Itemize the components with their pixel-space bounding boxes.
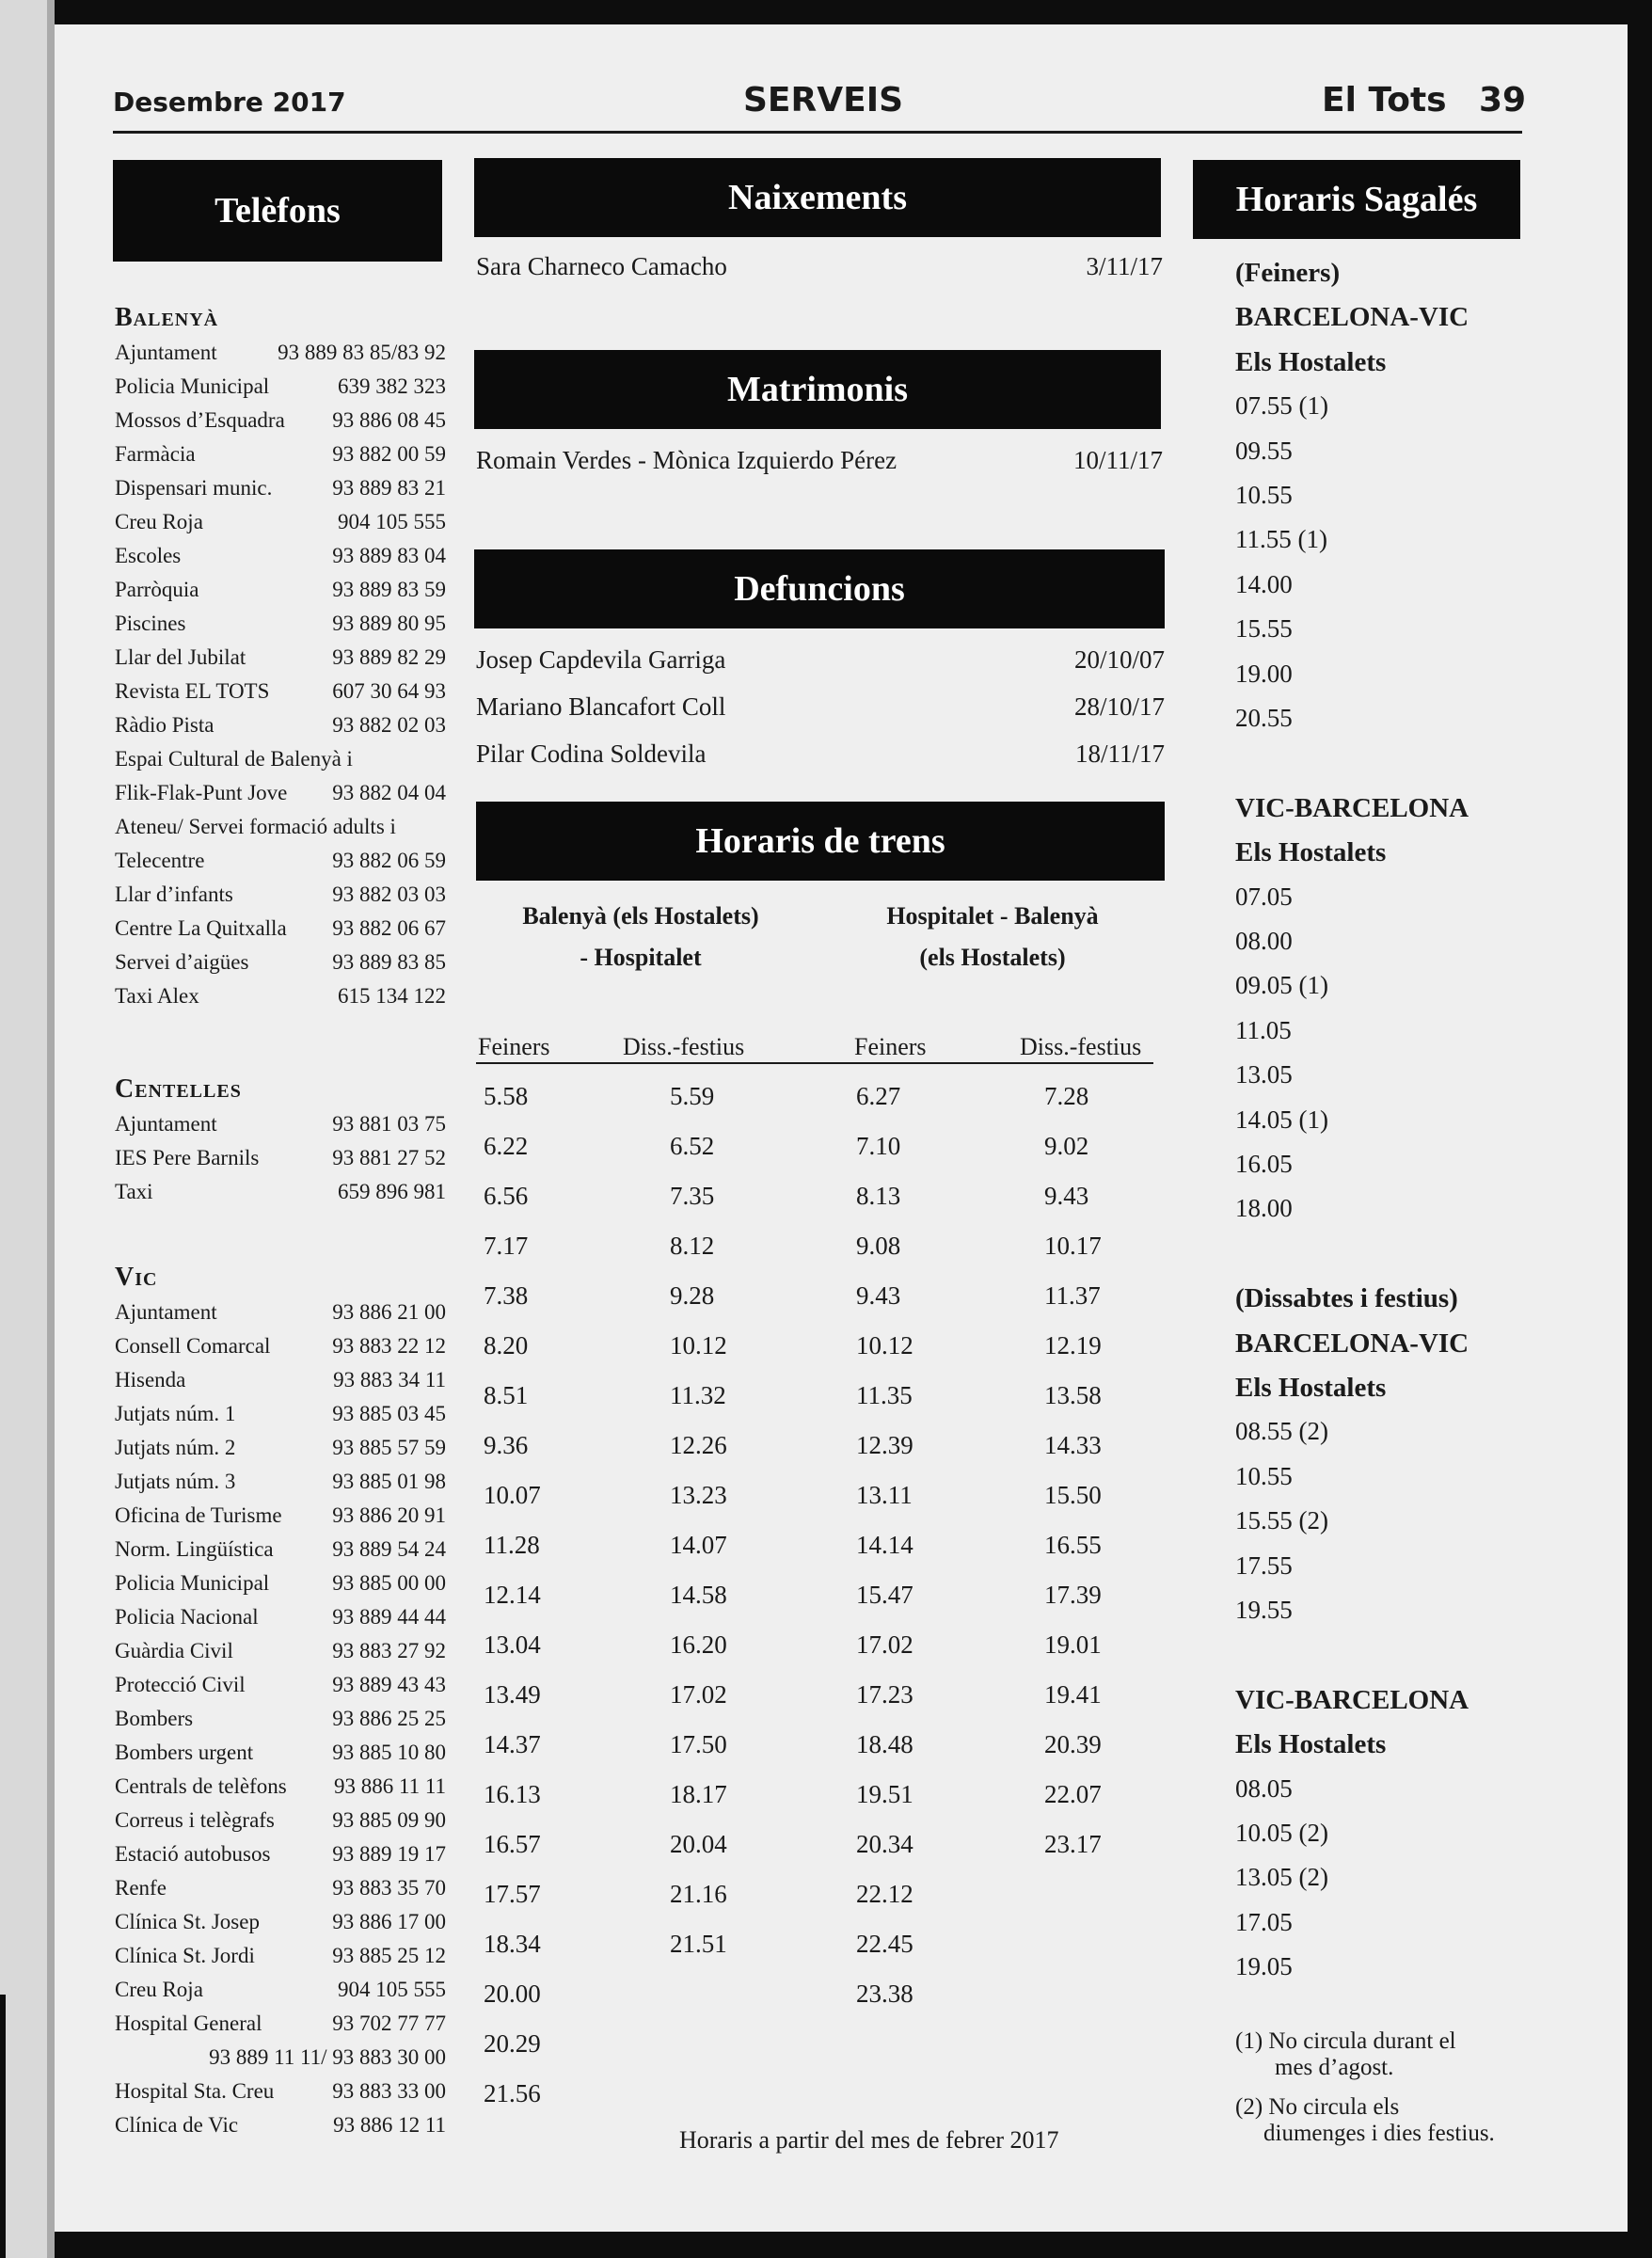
- contact-name: Espai Cultural de Balenyà i: [115, 747, 353, 771]
- phone-number: 93 882 03 03: [332, 883, 446, 906]
- phone-number: 93 882 00 59: [332, 442, 446, 466]
- phone-number: 93 881 03 75: [332, 1112, 446, 1136]
- train-time: 8.13: [856, 1182, 901, 1210]
- event-date: 10/11/17: [1072, 446, 1163, 474]
- train-time: 15.47: [856, 1581, 913, 1609]
- train-time: 12.14: [484, 1581, 541, 1609]
- bus-time: 10.55: [1235, 481, 1293, 509]
- phone-number: 93 882 06 59: [332, 849, 446, 872]
- train-time: 20.00: [484, 1980, 541, 2008]
- contact-name: Estació autobusos: [115, 1842, 271, 1866]
- train-time: 6.27: [856, 1082, 901, 1110]
- train-time: 10.17: [1044, 1232, 1102, 1260]
- train-time: 9.43: [1044, 1182, 1089, 1210]
- contact-name: Creu Roja: [115, 510, 203, 533]
- left-page-margin: [0, 0, 55, 2258]
- phone-number: 639 382 323: [338, 374, 446, 398]
- contact-name: Hospital Sta. Creu: [115, 2079, 275, 2103]
- page-number: 39: [1479, 81, 1527, 119]
- phone-row: [115, 916, 446, 950]
- contact-name: Telecentre: [115, 849, 205, 872]
- train-time: 13.04: [484, 1630, 541, 1659]
- train-time: 20.29: [484, 2029, 541, 2058]
- phone-number: 93 889 54 24: [332, 1537, 446, 1561]
- train-schedule-note: Horaris a partir del mes de febrer 2017: [679, 2126, 1059, 2154]
- contact-name: Ajuntament: [115, 1112, 217, 1136]
- phone-row: [115, 510, 446, 544]
- phone-row: [115, 1605, 446, 1639]
- train-time: 22.45: [856, 1930, 913, 1958]
- bus-time: 19.55: [1235, 1596, 1293, 1624]
- direction-line: - Hospitalet: [580, 944, 702, 971]
- phone-number: 93 883 27 92: [332, 1639, 446, 1662]
- col-header-feiners-1: Feiners: [478, 1033, 550, 1060]
- phone-row: [115, 679, 446, 713]
- train-time: 11.28: [484, 1531, 540, 1559]
- schedule-label: Els Hostalets: [1235, 346, 1387, 377]
- contact-name: Jutjats núm. 3: [115, 1470, 236, 1493]
- schedule-label: Els Hostalets: [1235, 1373, 1387, 1403]
- train-time: 7.28: [1044, 1082, 1089, 1110]
- phone-row: [115, 476, 446, 510]
- contact-name: Guàrdia Civil: [115, 1639, 233, 1662]
- contact-name: Ajuntament: [115, 1300, 217, 1324]
- train-time: 17.02: [856, 1630, 913, 1659]
- train-time: 19.01: [1044, 1630, 1102, 1659]
- phone-row: [115, 1741, 446, 1774]
- schedule-label: (Dissabtes i festius): [1235, 1283, 1458, 1314]
- phone-number: 607 30 64 93: [332, 679, 446, 703]
- bus-time: 15.55: [1235, 614, 1293, 644]
- phone-row: [115, 849, 446, 883]
- phone-number: 93 886 21 00: [332, 1300, 446, 1324]
- train-time: 8.51: [484, 1381, 529, 1409]
- contact-name: Jutjats núm. 1: [115, 1402, 236, 1425]
- bus-time: 08.05: [1235, 1773, 1293, 1803]
- phone-number: 93 886 20 91: [332, 1503, 446, 1527]
- train-time: 11.35: [856, 1381, 913, 1409]
- naixements-heading: Naixements: [474, 158, 1161, 237]
- train-time: 18.34: [484, 1930, 541, 1958]
- train-time: 17.02: [670, 1680, 727, 1709]
- phone-row: [115, 612, 446, 645]
- contact-name: Centrals de telèfons: [115, 1774, 287, 1798]
- footnote-2: [1235, 2094, 1495, 2147]
- phone-row: [115, 374, 446, 408]
- event-date: 18/11/17: [1074, 739, 1165, 768]
- person-name: Josep Capdevila Garriga: [476, 645, 726, 674]
- bus-time: 11.55 (1): [1235, 525, 1327, 554]
- phone-number: 93 882 02 03: [332, 713, 446, 737]
- phone-row: [115, 883, 446, 916]
- phone-number: 93 882 06 67: [332, 916, 446, 940]
- phone-row: [115, 1910, 446, 1944]
- phone-number: 93 885 57 59: [332, 1436, 446, 1459]
- train-time: 9.28: [670, 1281, 715, 1310]
- train-time: 5.58: [484, 1082, 529, 1110]
- train-direction-1: [476, 896, 805, 978]
- train-time: 16.57: [484, 1830, 541, 1858]
- phone-row: [115, 1978, 446, 2012]
- train-time: 23.17: [1044, 1830, 1102, 1858]
- magazine-name: El Tots: [1322, 81, 1447, 119]
- train-time: 7.17: [484, 1232, 529, 1260]
- train-time: 12.19: [1044, 1331, 1102, 1360]
- phone-row: [115, 713, 446, 747]
- sagales-heading: Horaris Sagalés: [1193, 160, 1520, 239]
- phone-number: 93 889 43 43: [332, 1673, 446, 1696]
- schedule-label: Els Hostalets: [1235, 1729, 1387, 1760]
- train-time: 22.07: [1044, 1780, 1102, 1808]
- phone-row: [115, 747, 446, 781]
- phone-row: [115, 1639, 446, 1673]
- phone-row: [115, 544, 446, 578]
- phone-row: [115, 1571, 446, 1605]
- train-time: 8.12: [670, 1232, 715, 1260]
- train-time: 15.50: [1044, 1481, 1102, 1509]
- phone-number: 93 889 44 44: [332, 1605, 446, 1629]
- event-date: 28/10/17: [1073, 692, 1165, 721]
- train-time: 6.22: [484, 1132, 529, 1160]
- train-time: 10.12: [856, 1331, 913, 1360]
- phone-row: [115, 1180, 446, 1214]
- phone-number: 93 885 03 45: [332, 1402, 446, 1425]
- phone-number: 615 134 122: [338, 984, 446, 1008]
- schedule-label: BARCELONA-VIC: [1235, 302, 1469, 333]
- event-date: 3/11/17: [1086, 252, 1163, 280]
- footnote-line: diumenges i dies festius.: [1263, 2121, 1495, 2146]
- train-time: 22.12: [856, 1880, 913, 1908]
- phone-row: [115, 2012, 446, 2045]
- phone-row: [115, 1368, 446, 1402]
- contact-name: Policia Municipal: [115, 374, 270, 398]
- phone-number: 93 889 19 17: [332, 1842, 446, 1866]
- train-time: 14.14: [856, 1531, 913, 1559]
- phone-number: 93 889 82 29: [332, 645, 446, 669]
- matrimonis-heading: Matrimonis: [474, 350, 1161, 429]
- issue-date: Desembre 2017: [113, 87, 346, 118]
- person-name: Sara Charneco Camacho: [476, 252, 727, 280]
- contact-name: Clínica St. Jordi: [115, 1944, 255, 1967]
- phone-row: [115, 1876, 446, 1910]
- phone-row: [115, 815, 446, 849]
- defuncions-heading: Defuncions: [474, 549, 1165, 628]
- bus-time: 20.55: [1235, 704, 1293, 732]
- train-time: 10.07: [484, 1481, 541, 1509]
- schedule-label: BARCELONA-VIC: [1235, 1328, 1469, 1359]
- bus-time: 13.05 (2): [1235, 1863, 1328, 1892]
- bus-time: 08.00: [1235, 927, 1293, 955]
- bus-time: 10.05 (2): [1235, 1819, 1328, 1847]
- city-heading-balenya: Balenyà: [115, 303, 219, 332]
- contact-name: Hisenda: [115, 1368, 186, 1391]
- train-time: 9.36: [484, 1431, 529, 1459]
- footnote-line: (1) No circula durant el: [1235, 2028, 1456, 2054]
- phone-number: 93 885 25 12: [332, 1944, 446, 1967]
- phone-number: 93 886 25 25: [332, 1707, 446, 1730]
- dark-edge: [0, 1995, 6, 2258]
- phone-number: 93 886 12 11: [333, 2113, 446, 2137]
- train-time: 18.17: [670, 1780, 727, 1808]
- header-rule: [113, 131, 1522, 134]
- train-time: 20.34: [856, 1830, 913, 1858]
- train-time: 13.49: [484, 1680, 541, 1709]
- phone-number: 93 889 83 04: [332, 544, 446, 567]
- phone-row: [115, 1774, 446, 1808]
- bus-time: 14.05 (1): [1235, 1105, 1328, 1134]
- contact-name: Consell Comarcal: [115, 1334, 271, 1358]
- bus-time: 07.05: [1235, 882, 1293, 911]
- train-time: 19.51: [856, 1780, 913, 1808]
- bus-time: 18.00: [1235, 1194, 1293, 1223]
- direction-line: Hospitalet - Balenyà: [886, 902, 1099, 930]
- contact-name: Correus i telègrafs: [115, 1808, 275, 1832]
- footnote-line: (2) No circula els: [1235, 2094, 1400, 2120]
- contact-name: Piscines: [115, 612, 186, 635]
- phone-number: 93 885 10 80: [332, 1741, 446, 1764]
- phone-number: 93 885 01 98: [332, 1470, 446, 1493]
- phone-number: 93 883 35 70: [332, 1876, 446, 1900]
- footnote-1: [1235, 2028, 1456, 2081]
- contact-name: Renfe: [115, 1876, 167, 1900]
- phone-number: 93 882 04 04: [332, 781, 446, 804]
- train-time: 21.16: [670, 1880, 727, 1908]
- contact-name: Oficina de Turisme: [115, 1503, 282, 1527]
- footnote-line: mes d’agost.: [1275, 2055, 1394, 2080]
- contact-name: Clínica St. Josep: [115, 1910, 260, 1933]
- train-direction-2: [828, 896, 1157, 978]
- phone-row: [115, 1673, 446, 1707]
- person-name: Pilar Codina Soldevila: [476, 739, 707, 768]
- phone-number: 93 889 83 21: [332, 476, 446, 500]
- contact-name: Ràdio Pista: [115, 713, 214, 737]
- train-time: 7.38: [484, 1281, 529, 1310]
- contact-name: Hospital General: [115, 2012, 262, 2035]
- phone-number: 93 883 33 00: [332, 2079, 446, 2103]
- train-time: 9.08: [856, 1232, 901, 1260]
- train-time: 17.57: [484, 1880, 541, 1908]
- phone-number: 93 886 17 00: [332, 1910, 446, 1933]
- contact-name: Llar del Jubilat: [115, 645, 246, 669]
- contact-name: Protecció Civil: [115, 1673, 246, 1696]
- phone-row: [115, 2045, 446, 2079]
- phone-row: [115, 2079, 446, 2113]
- phone-number: 93 886 11 11: [333, 1774, 446, 1798]
- train-time: 19.41: [1044, 1680, 1102, 1709]
- bus-time: 07.55 (1): [1235, 391, 1328, 421]
- phone-row: [115, 341, 446, 374]
- phone-row: [115, 578, 446, 612]
- schedule-label: VIC-BARCELONA: [1235, 1684, 1469, 1715]
- phone-number: 93 702 77 77: [332, 2012, 446, 2035]
- phone-number: 93 886 08 45: [332, 408, 446, 432]
- phone-number: 93 889 80 95: [332, 612, 446, 635]
- contact-name: Norm. Lingüística: [115, 1537, 274, 1561]
- section-title: SERVEIS: [743, 81, 904, 119]
- phone-row: [115, 1808, 446, 1842]
- train-time: 16.13: [484, 1780, 541, 1808]
- contact-name: IES Pere Barnils: [115, 1146, 260, 1169]
- contact-name: Escoles: [115, 544, 182, 567]
- train-time: 20.04: [670, 1830, 727, 1858]
- train-time: 9.43: [856, 1281, 901, 1310]
- col-header-festius-1: Diss.-festius: [623, 1033, 745, 1060]
- phone-row: [115, 781, 446, 815]
- contact-name: Servei d’aigües: [115, 950, 249, 974]
- train-time: 13.58: [1044, 1381, 1102, 1409]
- train-time: 8.20: [484, 1331, 529, 1360]
- contact-name: Parròquia: [115, 578, 199, 601]
- phone-number: 93 889 83 85/83 92: [278, 341, 446, 364]
- train-time: 11.37: [1044, 1281, 1101, 1310]
- phone-row: [115, 645, 446, 679]
- phone-row: [115, 984, 446, 1018]
- contact-name: Taxi: [115, 1180, 153, 1203]
- train-time: 17.39: [1044, 1581, 1102, 1609]
- phone-number: 904 105 555: [338, 510, 446, 533]
- train-time: 20.39: [1044, 1730, 1102, 1758]
- train-time: 16.55: [1044, 1531, 1102, 1559]
- train-time: 6.52: [670, 1132, 715, 1160]
- city-heading-centelles: Centelles: [115, 1074, 242, 1104]
- train-time: 10.12: [670, 1331, 727, 1360]
- trens-heading: Horaris de trens: [476, 802, 1165, 881]
- train-time: 14.33: [1044, 1431, 1102, 1459]
- schedule-label: Els Hostalets: [1235, 837, 1387, 868]
- train-time: 14.07: [670, 1531, 727, 1559]
- phone-row: [115, 950, 446, 984]
- contact-name: Taxi Alex: [115, 984, 199, 1008]
- phone-row: [115, 408, 446, 442]
- contact-name: Policia Municipal: [115, 1571, 270, 1595]
- bus-time: 09.05 (1): [1235, 971, 1328, 1000]
- train-time: 11.32: [670, 1381, 726, 1409]
- phone-row: [115, 1944, 446, 1978]
- train-time: 21.51: [670, 1930, 727, 1958]
- train-time: 7.10: [856, 1132, 901, 1160]
- phone-number: 93 885 00 00: [332, 1571, 446, 1595]
- phone-number: 904 105 555: [338, 1978, 446, 2001]
- page-fold: [47, 0, 55, 2258]
- schedule-label: (Feiners): [1235, 258, 1341, 288]
- phone-number: 93 889 83 85: [332, 950, 446, 974]
- contact-name: Revista EL TOTS: [115, 679, 270, 703]
- event-date: 20/10/07: [1073, 645, 1165, 674]
- direction-line: Balenyà (els Hostalets): [522, 902, 759, 930]
- contact-name: Centre La Quitxalla: [115, 916, 287, 940]
- column-header-rule: [476, 1062, 1153, 1064]
- bus-time: 09.55: [1235, 436, 1293, 465]
- train-time: 23.38: [856, 1980, 913, 2008]
- contact-name: Dispensari munic.: [115, 476, 273, 500]
- contact-name: Jutjats núm. 2: [115, 1436, 236, 1459]
- train-time: 12.39: [856, 1431, 913, 1459]
- train-time: 13.23: [670, 1481, 727, 1509]
- phone-row: [115, 1436, 446, 1470]
- phone-row: [115, 1503, 446, 1537]
- train-time: 13.11: [856, 1481, 913, 1509]
- phone-row: [115, 1112, 446, 1146]
- bus-time: 16.05: [1235, 1150, 1293, 1178]
- train-time: 5.59: [670, 1082, 715, 1110]
- bus-time: 11.05: [1235, 1015, 1292, 1044]
- phone-number: 93 883 22 12: [332, 1334, 446, 1358]
- phone-number: 93 883 34 11: [333, 1368, 446, 1391]
- phone-number: 93 889 11 11/ 93 883 30 00: [209, 2045, 446, 2069]
- phone-row: [115, 1300, 446, 1334]
- train-time: 7.35: [670, 1182, 715, 1210]
- contact-name: Bombers urgent: [115, 1741, 254, 1764]
- city-heading-vic: Vic: [115, 1263, 158, 1292]
- phone-row: [115, 1334, 446, 1368]
- phone-number: 659 896 981: [338, 1180, 446, 1203]
- contact-name: Clínica de Vic: [115, 2113, 239, 2137]
- phone-number: 93 889 83 59: [332, 578, 446, 601]
- phone-row: [115, 1707, 446, 1741]
- train-time: 18.48: [856, 1730, 913, 1758]
- phone-number: 93 881 27 52: [332, 1146, 446, 1169]
- bus-time: 13.05: [1235, 1060, 1293, 1089]
- train-time: 16.20: [670, 1630, 727, 1659]
- phone-number: 93 885 09 90: [332, 1808, 446, 1832]
- train-time: 12.26: [670, 1431, 727, 1459]
- person-name: Romain Verdes - Mònica Izquierdo Pérez: [476, 446, 897, 474]
- train-time: 6.56: [484, 1182, 529, 1210]
- train-time: 21.56: [484, 2079, 541, 2107]
- train-time: 14.37: [484, 1730, 541, 1758]
- bus-time: 19.00: [1235, 659, 1293, 688]
- phone-row: [115, 1402, 446, 1436]
- contact-name: Farmàcia: [115, 442, 196, 466]
- col-header-feiners-2: Feiners: [854, 1033, 927, 1060]
- contact-name: Ajuntament: [115, 341, 217, 364]
- bus-time: 14.00: [1235, 569, 1293, 598]
- col-header-festius-2: Diss.-festius: [1020, 1033, 1142, 1060]
- train-time: 14.58: [670, 1581, 727, 1609]
- bus-time: 08.55 (2): [1235, 1417, 1328, 1446]
- contact-name: Creu Roja: [115, 1978, 203, 2001]
- direction-line: (els Hostalets): [919, 944, 1066, 971]
- contact-name: Flik-Flak-Punt Jove: [115, 781, 288, 804]
- bus-time: 17.05: [1235, 1907, 1293, 1936]
- contact-name: Bombers: [115, 1707, 194, 1730]
- phone-row: [115, 1146, 446, 1180]
- train-time: 9.02: [1044, 1132, 1089, 1160]
- telefons-heading: Telèfons: [113, 160, 442, 262]
- train-time: 17.23: [856, 1680, 913, 1709]
- bus-time: 15.55 (2): [1235, 1506, 1328, 1535]
- phone-row: [115, 1537, 446, 1571]
- bus-time: 10.55: [1235, 1461, 1293, 1490]
- train-time: 17.50: [670, 1730, 727, 1758]
- schedule-label: VIC-BARCELONA: [1235, 792, 1469, 823]
- phone-row: [115, 2113, 446, 2147]
- contact-name: Ateneu/ Servei formació adults i: [115, 815, 396, 838]
- contact-name: Llar d’infants: [115, 883, 233, 906]
- phone-row: [115, 1470, 446, 1503]
- phone-row: [115, 1842, 446, 1876]
- phone-row: [115, 442, 446, 476]
- person-name: Mariano Blancafort Coll: [476, 692, 726, 721]
- contact-name: Mossos d’Esquadra: [115, 408, 285, 432]
- bus-time: 17.55: [1235, 1550, 1293, 1580]
- contact-name: Policia Nacional: [115, 1605, 259, 1629]
- bus-time: 19.05: [1235, 1952, 1293, 1981]
